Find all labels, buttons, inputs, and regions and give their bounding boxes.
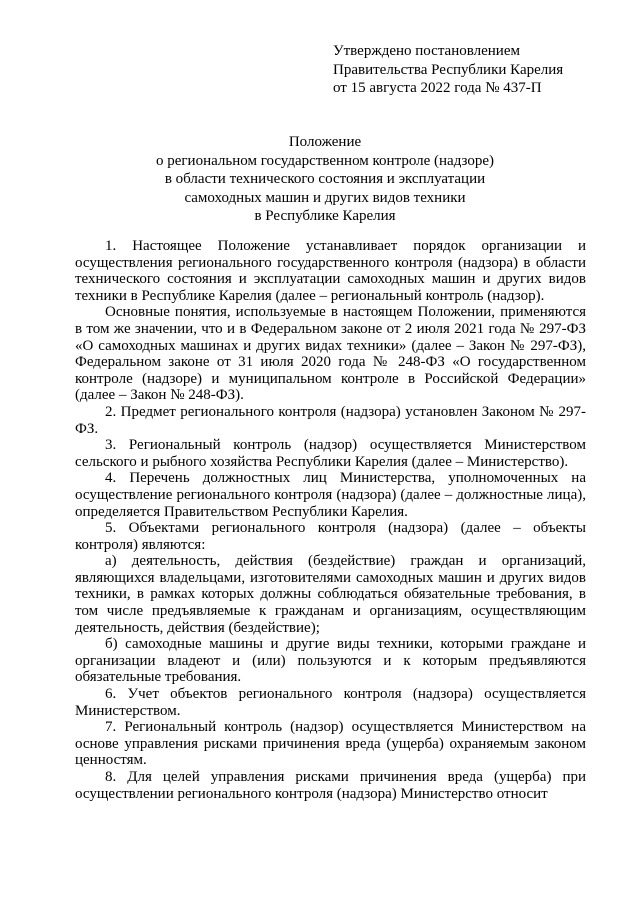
paragraph-5a: а) деятельность, действия (бездействие) граждан и организаций, являющихся владельцами, изготовителями самоходных машин и других видов техники, в рамках которых должны соблюдаться обязательные требования, в том числе предъявляемые к гражданам и организациям, осуществляющим деятельность, действия (бездействие); <box>75 553 586 636</box>
approval-line: от 15 августа 2022 года № 437-П <box>333 80 542 96</box>
document-body <box>75 238 586 802</box>
paragraph-1: 1. Настоящее Положение устанавливает порядок организации и осуществления регионального государственного контроля (надзора) в области технического состояния и эксплуатации самоходных машин и других видов техники в Республике Карелия (далее – региональный контроль (надзор). <box>75 238 586 304</box>
paragraph-6: 6. Учет объектов регионального контроля (надзора) осуществляется Министерством. <box>75 686 586 719</box>
approval-line: Правительства Республики Карелия <box>333 61 564 78</box>
title-line: о региональном государственном контроле (надзоре) <box>155 152 495 169</box>
paragraph-7: 7. Региональный контроль (надзор) осуществляется Министерством на основе управления рисками причинения вреда (ущерба) охраняемым законом ценностям. <box>75 719 586 769</box>
paragraph-5b: б) самоходные машины и другие виды техники, которыми граждане и организации владеют и (или) пользуются и к которым предъявляются обязательные требования. <box>75 636 586 686</box>
title-line: самоходных машин и других видов техники <box>184 189 466 206</box>
approval-line: Утверждено постановлением <box>333 43 520 59</box>
paragraph-2: 2. Предмет регионального контроля (надзора) установлен Законом № 297-ФЗ. <box>75 403 586 437</box>
paragraph-8: 8. Для целей управления рисками причинения вреда (ущерба) при осуществлении регионального контроля (надзора) Министерство относит <box>75 769 586 802</box>
paragraph-5: 5. Объектами регионального контроля (надзора) (далее – объекты контроля) являются: <box>75 520 586 553</box>
approval-stamp <box>333 42 563 98</box>
paragraph-4: 4. Перечень должностных лиц Министерства, уполномоченных на осуществление регионального контроля (надзора) (далее – должностные лица), определяется Правительством Республики Карелия. <box>75 470 586 520</box>
title-line: Положение <box>288 134 362 150</box>
title-line: в Республике Карелия <box>254 208 396 224</box>
title-line: в области технического состояния и эксплуатации <box>164 171 486 187</box>
paragraph-definitions: Основные понятия, используемые в настоящем Положении, применяются в том же значении, что и в Федеральном законе от 2 июля 2021 года № 297-ФЗ «О самоходных машинах и других видах техники» (далее – Закон № 297-ФЗ), Федеральном законе от 31 июля 2020 года № 248-ФЗ «О государственном контроле (надзоре) и муниципальном контроле в Российской Федерации» (далее – Закон № 248-ФЗ). <box>75 304 586 404</box>
paragraph-3: 3. Региональный контроль (надзор) осуществляется Министерством сельского и рыбного хозяйства Республики Карелия (далее – Министерство). <box>75 437 586 470</box>
document-title <box>130 133 520 226</box>
